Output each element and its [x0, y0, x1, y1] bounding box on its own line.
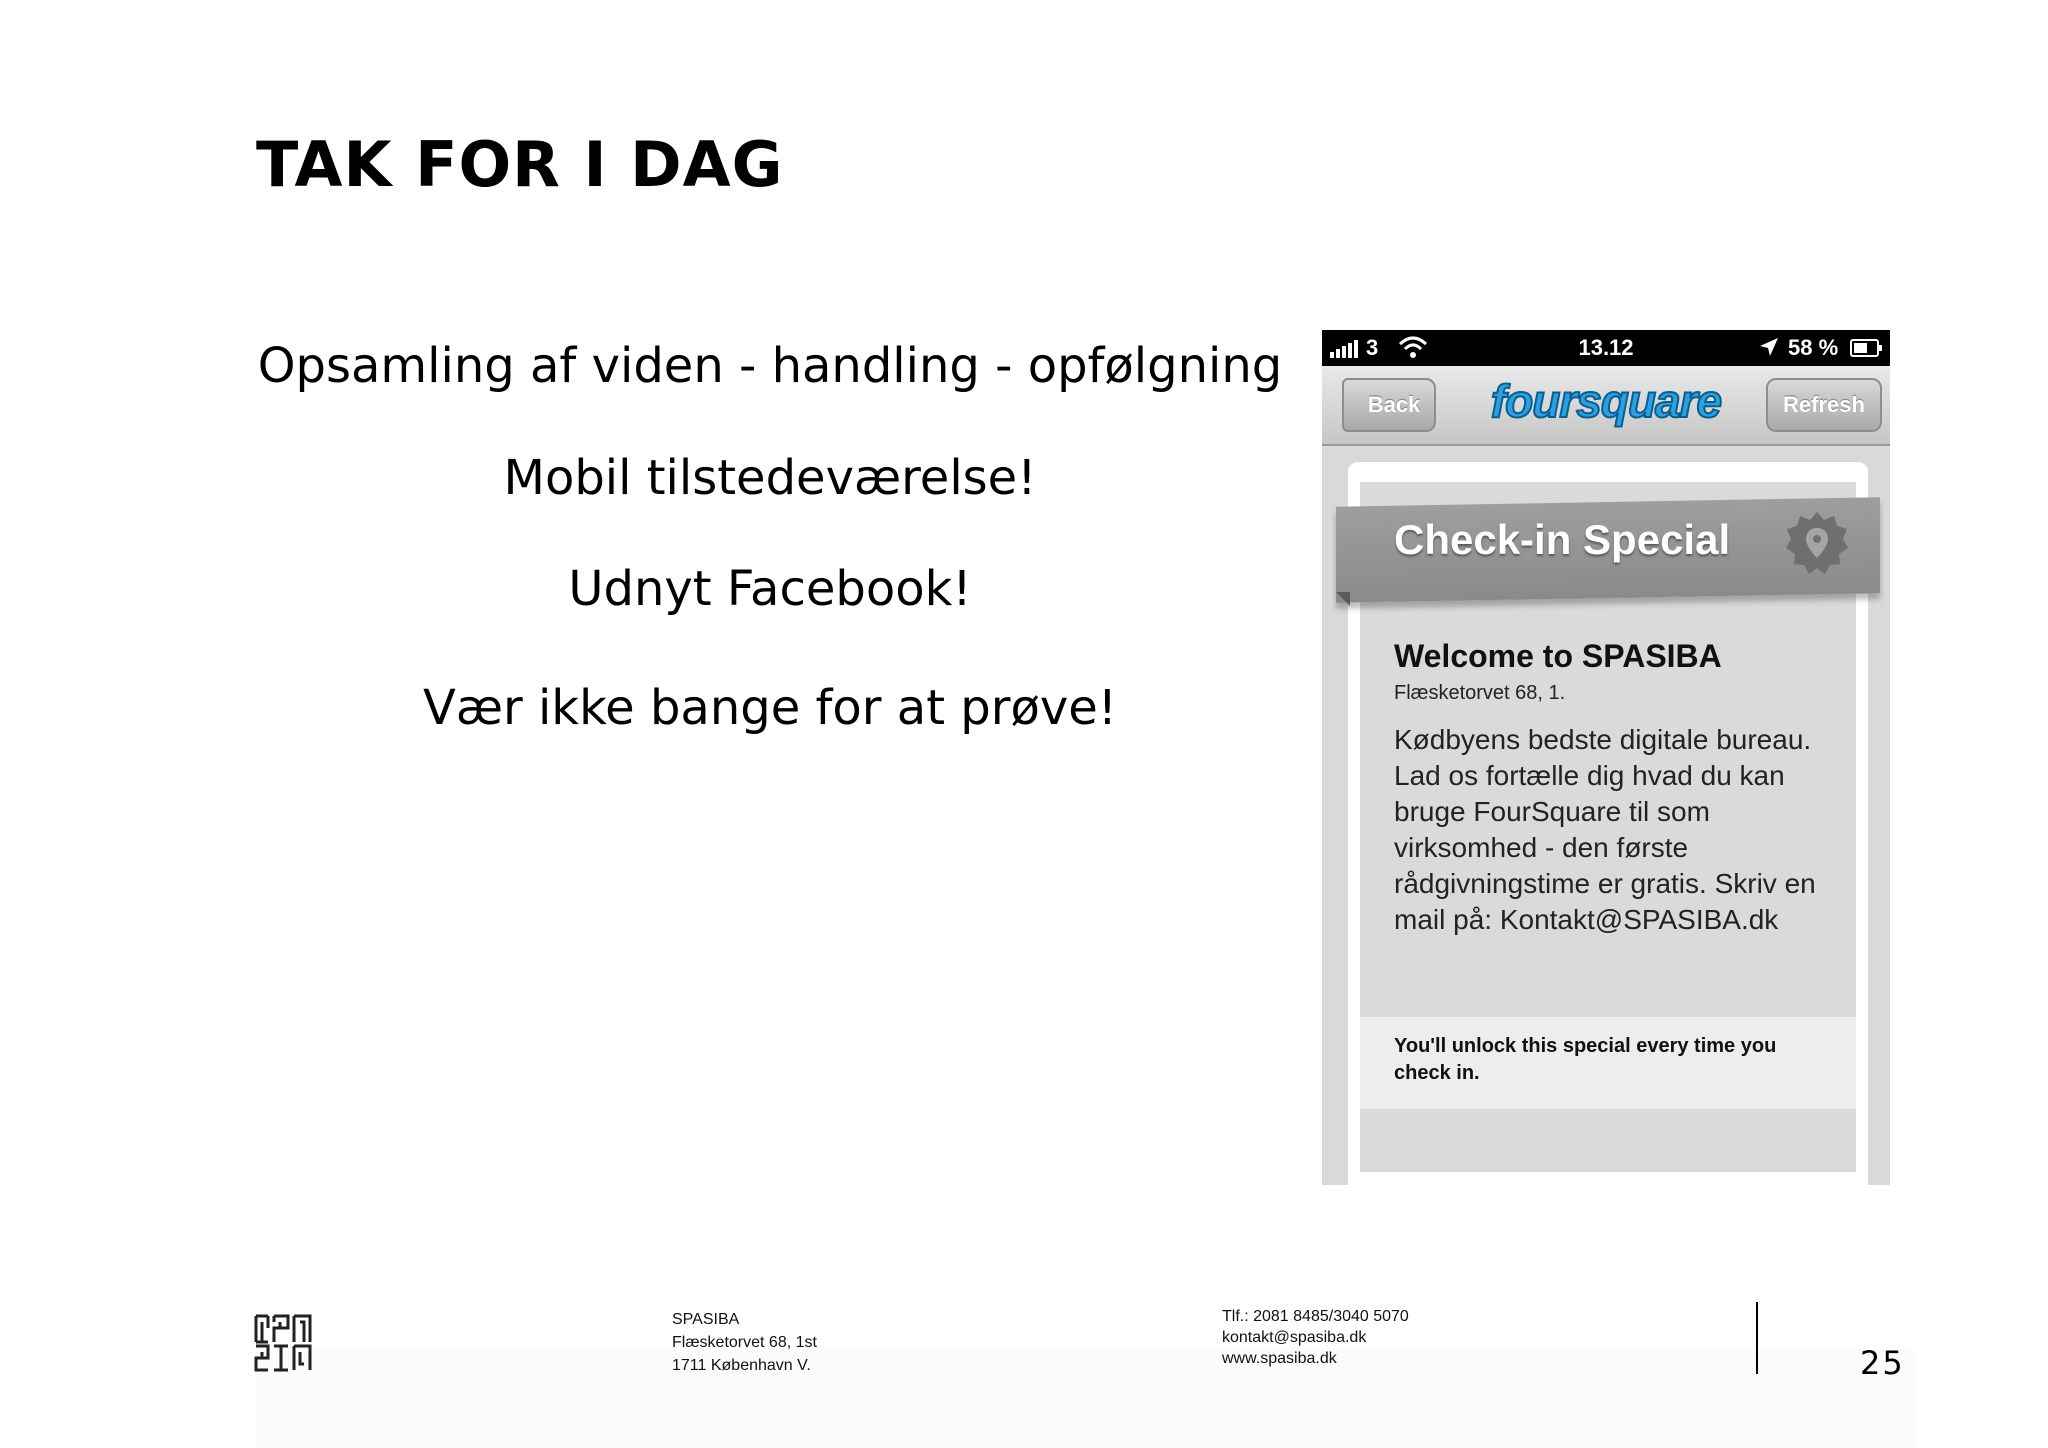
- battery-icon: [1850, 339, 1882, 357]
- foursquare-logo: foursquare: [1490, 375, 1722, 427]
- refresh-button[interactable]: Refresh: [1766, 378, 1882, 432]
- bullet-1: Opsamling af viden - handling - opfølgning: [257, 338, 1283, 394]
- slide-title: TAK FOR I DAG: [256, 128, 784, 201]
- footer-contact: [1222, 1306, 1409, 1369]
- navigation-bar: [1322, 366, 1890, 446]
- special-badge-icon: [1784, 510, 1850, 576]
- location-arrow-icon: [1758, 336, 1780, 358]
- unlock-text: You'll unlock this special every time you check in.: [1394, 1035, 1777, 1084]
- footer-divider: [1756, 1302, 1758, 1374]
- bullet-2: Mobil tilstedeværelse!: [503, 450, 1037, 506]
- back-button[interactable]: Back: [1342, 378, 1436, 432]
- venue-address: Flæsketorvet 68, 1.: [1394, 682, 1566, 704]
- footer-phone: Tlf.: 2081 8485/3040 5070: [1222, 1308, 1409, 1325]
- battery-percentage: 58 %: [1788, 335, 1839, 360]
- page-number: 25: [1860, 1344, 1905, 1382]
- banner-title: Check-in Special: [1394, 516, 1731, 563]
- banner-fold: [1336, 592, 1350, 606]
- footer-band: [256, 1350, 1916, 1448]
- status-time: 13.12: [1578, 335, 1634, 360]
- venue-title: Welcome to SPASIBA: [1394, 638, 1722, 674]
- footer-web[interactable]: www.spasiba.dk: [1222, 1350, 1337, 1367]
- footer-street: Flæsketorvet 68, 1st: [672, 1334, 817, 1351]
- footer-address: [672, 1308, 817, 1377]
- status-bar: [1322, 330, 1890, 366]
- footer-email[interactable]: kontakt@spasiba.dk: [1222, 1329, 1367, 1346]
- special-description: Kødbyens bedste digitale bureau. Lad os fortælle dig hvad du kan bruge FourSquare til som virksomhed - den første rådgivningstime er gratis. Skriv en mail på: Kontakt@SPASIBA.dk: [1394, 724, 1816, 935]
- footer-city: 1711 København V.: [672, 1357, 811, 1374]
- footer-company: SPASIBA: [672, 1311, 740, 1328]
- phone-screenshot: [1322, 330, 1890, 1185]
- bullet-4: Vær ikke bange for at prøve!: [422, 680, 1118, 736]
- carrier-label: 3: [1366, 335, 1379, 360]
- spasiba-logo-icon: [254, 1314, 312, 1372]
- bullet-3: Udnyt Facebook!: [568, 561, 972, 617]
